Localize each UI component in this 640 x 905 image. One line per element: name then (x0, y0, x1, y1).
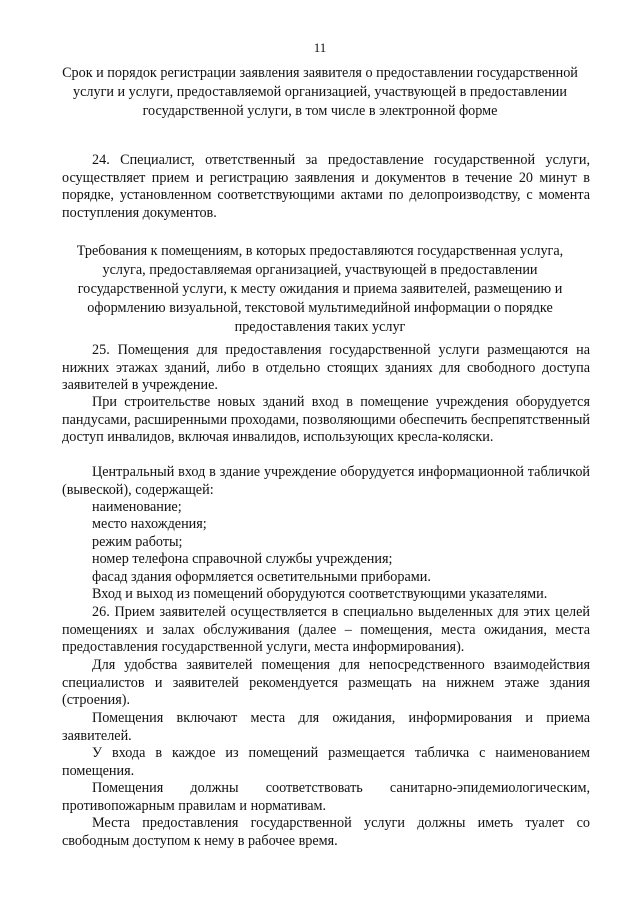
list-item: наименование; (92, 499, 182, 515)
paragraph-26-norms: Помещения должны соответствовать санитарно-эпидемиологическим, противопожарным правилам и нормативам. (62, 780, 590, 814)
paragraph-25-accessibility: При строительстве новых зданий вход в помещение учреждения оборудуется пандусами, расширенными проходами, позволяющими обеспечить беспрепятственный доступ инвалидов, включая инвалидов, использующих кресла-коляски. (62, 394, 590, 445)
paragraph-25-signs: Вход и выход из помещений оборудуются соответствующими указателями. (92, 586, 548, 602)
paragraph-26-toilet: Места предоставления государственной услуги должны иметь туалет со свободным доступом к нему в рабочее время. (62, 815, 590, 849)
paragraph-26-convenience: Для удобства заявителей помещения для непосредственного взаимодействия специалистов и заявителей рекомендуется размещать на нижнем этаже здания (строения). (62, 657, 590, 708)
paragraph-25-entrance: Центральный вход в здание учреждение оборудуется информационной табличкой (вывеской), содержащей: (62, 464, 590, 498)
section-heading-premises: Требования к помещениям, в которых предоставляются государственная услуга, услуга, предоставляемая организацией, участвующей в предоставлении государственной услуги, к месту ожидания и приема заявителей, размещению и оформлению визуальной, текстовой мультимедийной информации о порядке предоставления таких услуг (76, 243, 564, 335)
list-item: место нахождения; (92, 516, 207, 532)
paragraph-26-sign: У входа в каждое из помещений размещается табличка с наименованием помещения. (62, 745, 590, 779)
list-item: режим работы; (92, 534, 183, 550)
page-number: 11 (313, 40, 327, 55)
list-item: фасад здания оформляется осветительными приборами. (92, 569, 431, 585)
paragraph-24: 24. Специалист, ответственный за предоставление государственной услуги, осуществляет прием и регистрацию заявления и документов в течение 20 минут в порядке, установленном соответствующими актами по делопроизводству, с момента поступления документов. (62, 152, 590, 221)
paragraph-26-places: Помещения включают места для ожидания, информирования и приема заявителей. (62, 710, 590, 744)
paragraph-25: 25. Помещения для предоставления государственной услуги размещаются на нижних этажах зданий, либо в отдельно стоящих зданиях для свободного доступа заявителей в учреждение. (62, 342, 590, 393)
paragraph-26: 26. Прием заявителей осуществляется в специально выделенных для этих целей помещениях и залах обслуживания (далее – помещения, места ожидания, места предоставления государственной услуги, места информирования). (62, 604, 590, 655)
list-item: номер телефона справочной службы учреждения; (92, 551, 393, 567)
section-heading-registration: Срок и порядок регистрации заявления заявителя о предоставлении государственной услуги и услуги, предоставляемой организацией, участвующей в предоставлении государственной услуги, в том числе в электронной форме (62, 65, 578, 119)
